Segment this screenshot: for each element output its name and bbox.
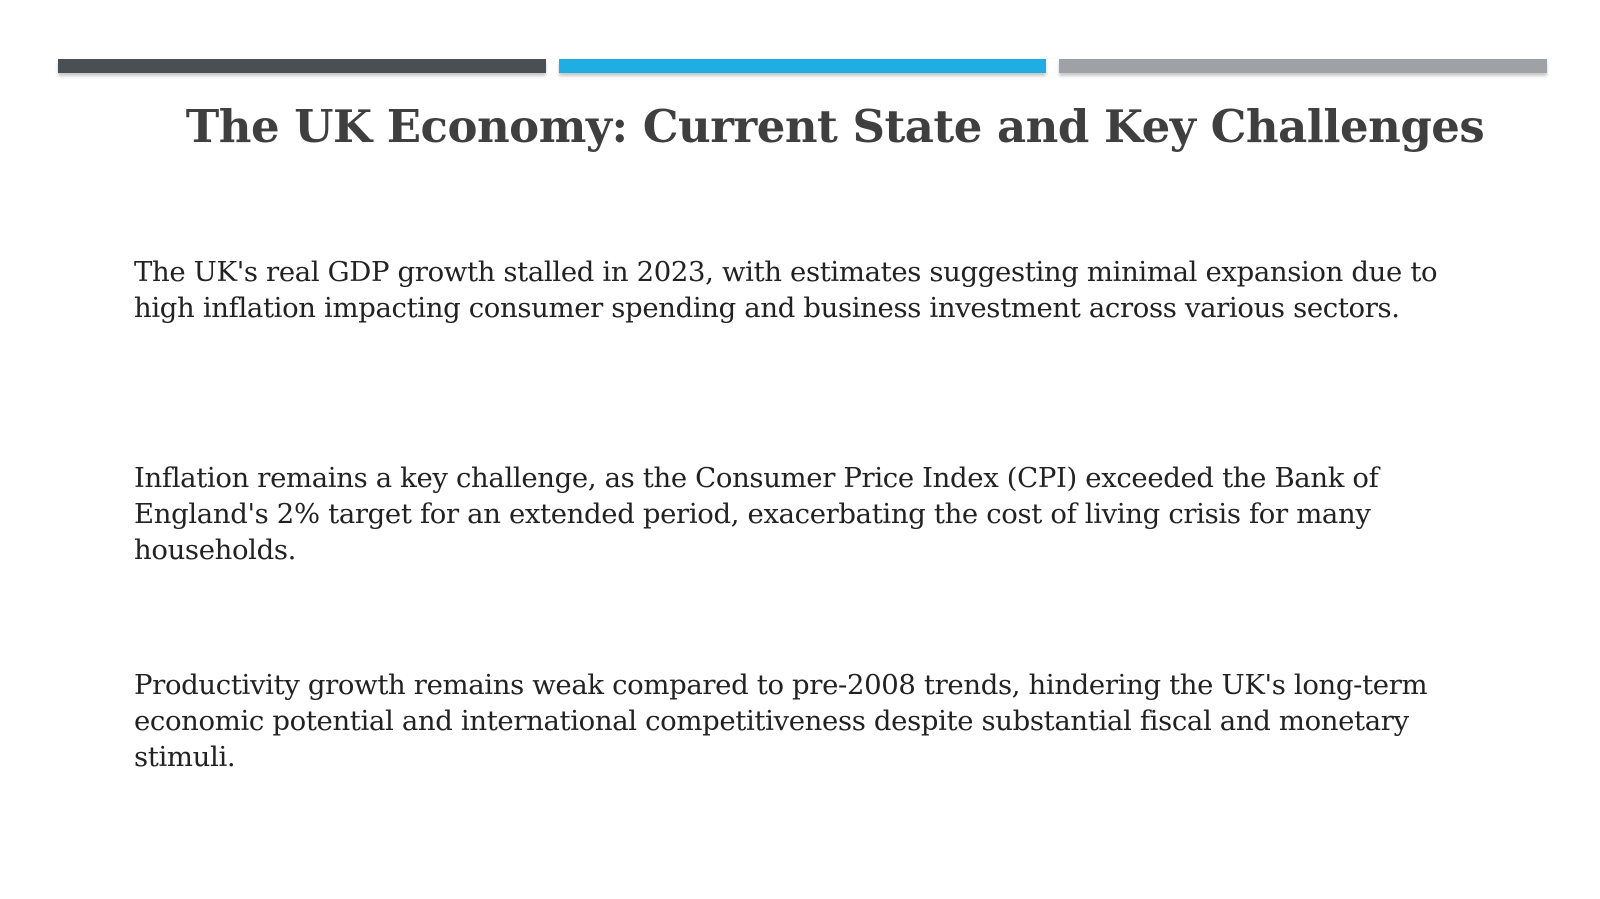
header-accent-bars	[58, 59, 1547, 73]
paragraph-productivity: Productivity growth remains weak compared to pre-2008 trends, hindering the UK's long-term economic potential and international competitiveness despite substantial fiscal and monetary stimuli.	[134, 669, 1428, 773]
accent-bar-gray	[1059, 59, 1547, 73]
accent-bar-dark	[58, 59, 546, 73]
slide-title: The UK Economy: Current State and Key Challenges	[185, 100, 1485, 153]
accent-bar-blue	[559, 59, 1047, 73]
paragraph-inflation: Inflation remains a key challenge, as the Consumer Price Index (CPI) exceeded the Bank of England's 2% target for an extended period, exacerbating the cost of living crisis for many households.	[134, 462, 1379, 566]
paragraph-gdp-growth: The UK's real GDP growth stalled in 2023, with estimates suggesting minimal expansion due to high inflation impacting consumer spending and business investment across various sectors.	[134, 256, 1438, 324]
